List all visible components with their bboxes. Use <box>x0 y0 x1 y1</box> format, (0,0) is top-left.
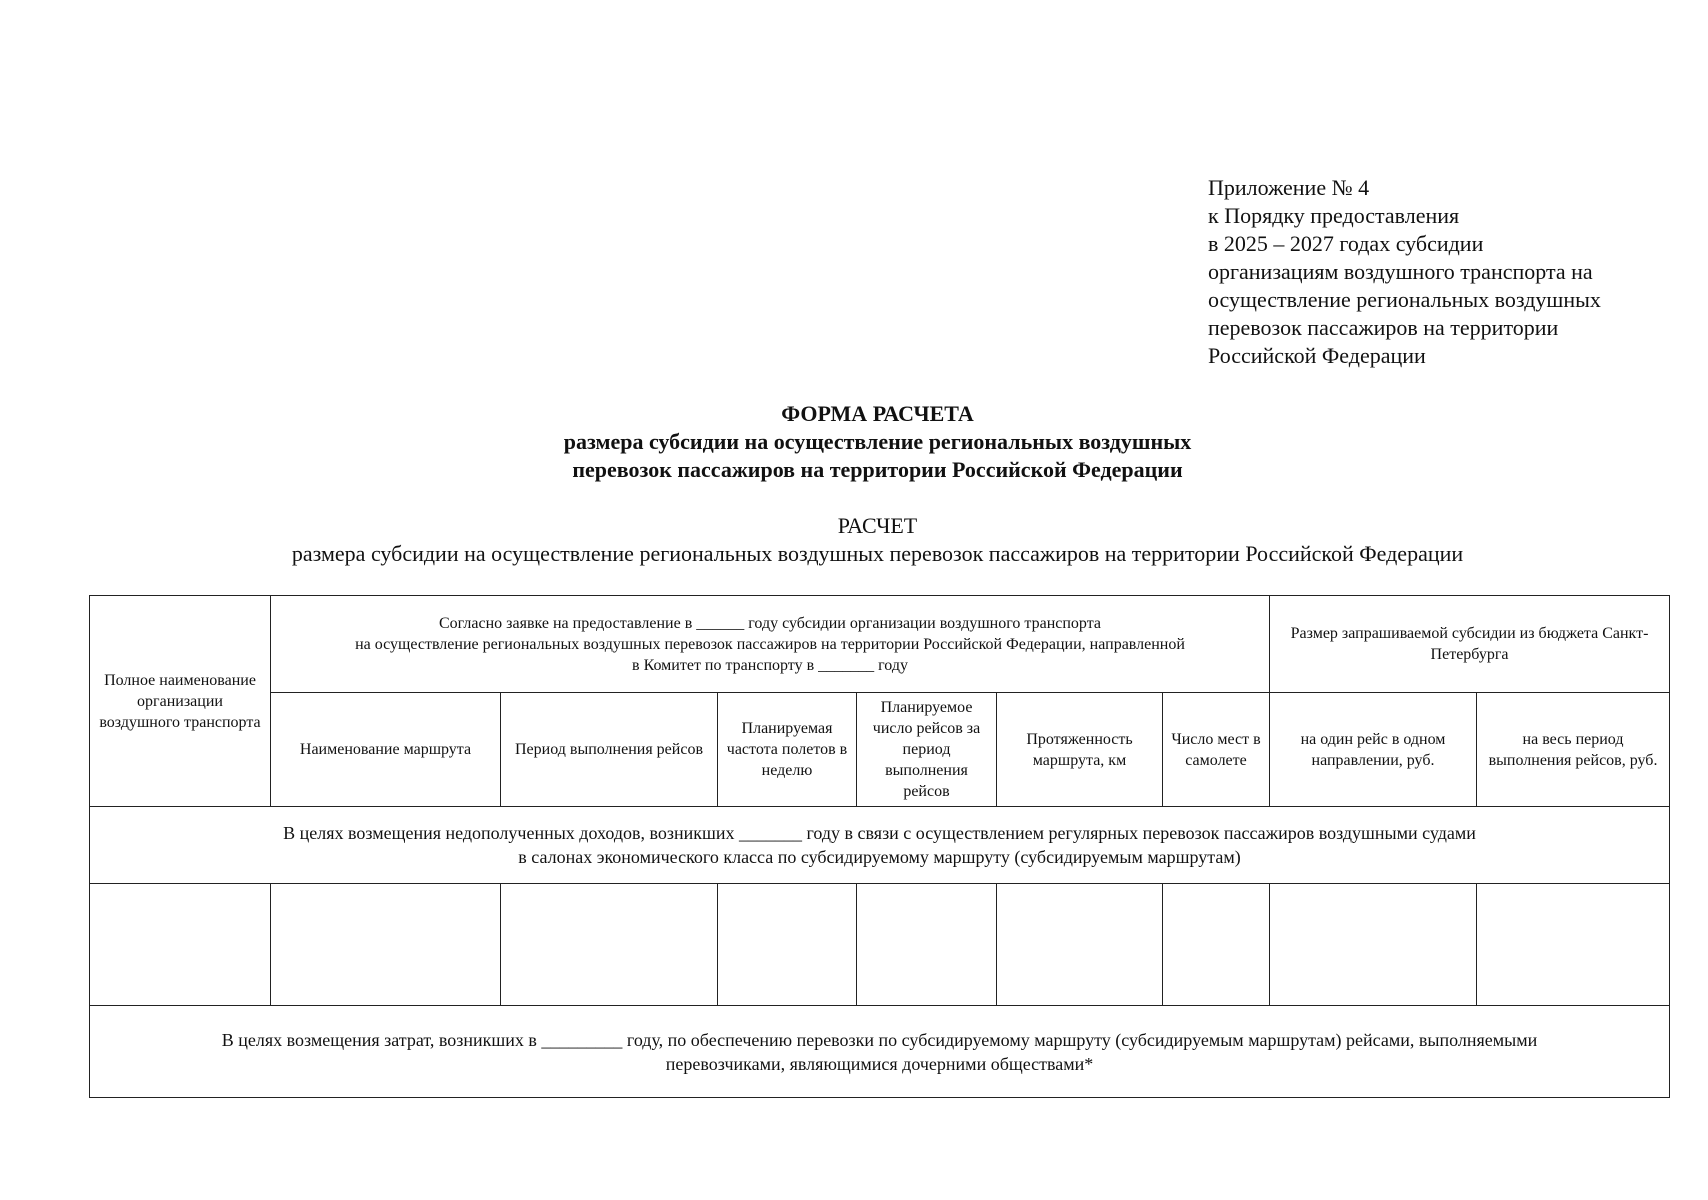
table-cell[interactable] <box>271 884 501 1006</box>
section-band-cost-reimbursement <box>90 1006 1670 1098</box>
appendix-line: организациям воздушного транспорта на <box>1208 259 1593 284</box>
application-line: в Комитет по транспорту в _______ году <box>632 656 908 674</box>
table-cell[interactable] <box>857 884 997 1006</box>
appendix-line: перевозок пассажиров на территории <box>1208 315 1559 340</box>
table-cell[interactable] <box>997 884 1163 1006</box>
band-line: В целях возмещения недополученных доходов, возникших _______ году в связи с осуществлением регулярных перевозок пассажиров воздушными судами <box>283 823 1476 843</box>
header-organization: Полное наименование организации воздушного транспорта <box>90 596 271 807</box>
header-period: Период выполнения рейсов <box>501 693 718 807</box>
calculation-table <box>89 595 1670 1098</box>
appendix-line: осуществление региональных воздушных <box>1208 287 1601 312</box>
table-cell[interactable] <box>1477 884 1670 1006</box>
calc-title-line: РАСЧЕТ <box>837 513 918 538</box>
header-per-flight: на один рейс в одном направлении, руб. <box>1270 693 1477 807</box>
band-line: в салонах экономического класса по субсидируемому маршруту (субсидируемым маршрутам) <box>518 847 1241 867</box>
header-frequency: Планируемая частота полетов в неделю <box>718 693 857 807</box>
header-whole-period: на весь период выполнения рейсов, руб. <box>1477 693 1670 807</box>
header-subsidy-group: Размер запрашиваемой субсидии из бюджета Санкт-Петербурга <box>1270 596 1670 693</box>
form-title-line: перевозок пассажиров на территории Российской Федерации <box>572 457 1183 482</box>
form-title-line: размера субсидии на осуществление региональных воздушных <box>563 429 1192 454</box>
band-line: В целях возмещения затрат, возникших в _________ году, по обеспечению перевозки по субсидируемому маршруту (субсидируемым маршрутам) рейсами, выполняемыми <box>221 1029 1538 1050</box>
appendix-block <box>1208 174 1601 370</box>
table-cell[interactable] <box>1270 884 1477 1006</box>
appendix-line: в 2025 – 2027 годах субсидии <box>1208 231 1484 256</box>
appendix-line: Приложение № 4 <box>1208 175 1370 200</box>
appendix-line: Российской Федерации <box>1208 343 1426 368</box>
form-title-line: ФОРМА РАСЧЕТА <box>781 401 974 426</box>
header-flights-count: Планируемое число рейсов за период выполнения рейсов <box>857 693 997 807</box>
table-cell[interactable] <box>1163 884 1270 1006</box>
table-cell[interactable] <box>718 884 857 1006</box>
calc-title-line: размера субсидии на осуществление региональных воздушных перевозок пассажиров на территории Российской Федерации <box>291 541 1464 566</box>
header-application-group <box>271 596 1270 693</box>
header-route-name: Наименование маршрута <box>271 693 501 807</box>
section-band-lost-income <box>90 807 1670 884</box>
table-cell[interactable] <box>90 884 271 1006</box>
table-cell[interactable] <box>501 884 718 1006</box>
header-route-length: Протяженность маршрута, км <box>997 693 1163 807</box>
header-seats: Число мест в самолете <box>1163 693 1270 807</box>
calc-title <box>0 512 1708 568</box>
form-title <box>0 400 1708 484</box>
appendix-line: к Порядку предоставления <box>1208 203 1460 228</box>
table-row <box>90 884 1670 1006</box>
band-line: перевозчиками, являющимися дочерними обществами* <box>665 1053 1094 1074</box>
application-line: Согласно заявке на предоставление в ______ году субсидии организации воздушного транспорта <box>439 614 1101 632</box>
application-line: на осуществление региональных воздушных перевозок пассажиров на территории Российской Федерации, направленной <box>355 635 1185 653</box>
